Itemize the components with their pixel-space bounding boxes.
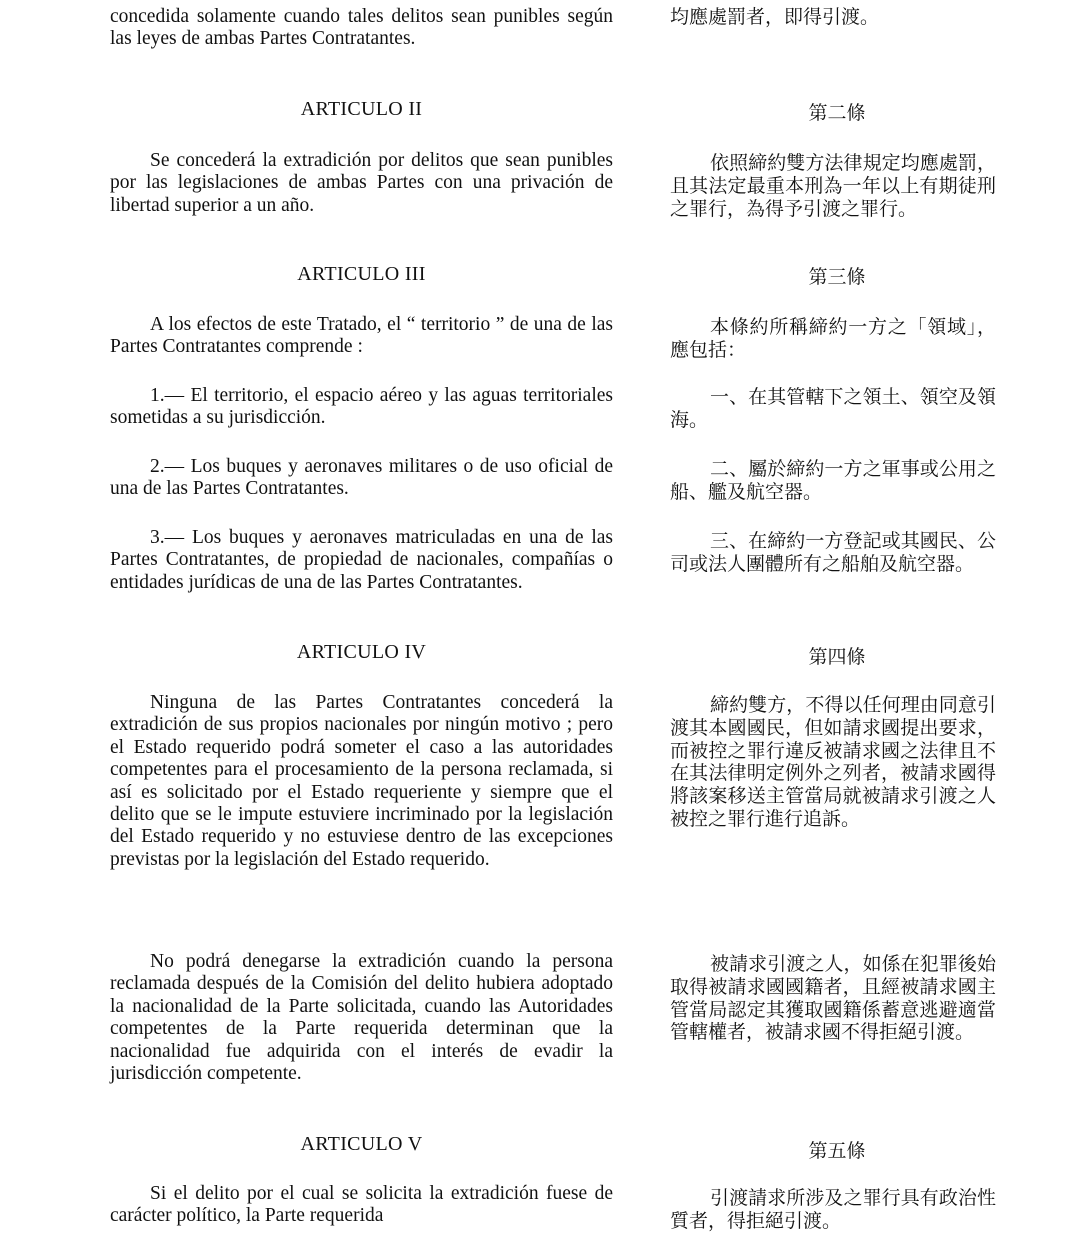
list-item: 一、在其管轄下之領土、領空及領海。 [670,386,996,431]
spanish-intro-paragraph [110,6,613,51]
paragraph-text: Si el delito por el cual se solicita la extradición fuese de carácter político, la Parte requerida [110,1183,613,1227]
paragraph-text: 均應處罰者，即得引渡。 [670,6,880,28]
spanish-article-3-item-1 [110,385,613,430]
chinese-heading-article-3 [670,266,996,289]
paragraph-text: Se concederá la extradición por delitos que sean punibles por las legislaciones de ambas Partes con una privación de libertad superior a un año. [110,150,613,216]
article-heading: 第四條 [808,646,866,668]
chinese-article-3-item-2 [670,458,996,504]
chinese-heading-article-5 [670,1140,996,1163]
article-heading: 第五條 [808,1140,866,1162]
article-heading: ARTICULO III [297,263,426,285]
spanish-heading-article-3 [110,263,613,285]
chinese-article-3-item-3 [670,530,996,576]
article-heading: ARTICULO V [300,1133,423,1155]
chinese-article-5-paragraph [670,1187,996,1233]
chinese-article-2-paragraph [670,152,996,220]
list-item: 2.— Los buques y aeronaves militares o de uso oficial de una de las Partes Contratantes. [110,456,613,500]
spanish-article-2-paragraph [110,150,613,217]
chinese-heading-article-2 [670,102,996,125]
list-item: 3.— Los buques y aeronaves matriculadas en una de las Partes Contratantes, de propiedad de nacionales, compañías o entidades jurídicas de una de las Partes Contratantes. [110,527,613,593]
article-heading: ARTICULO IV [296,641,427,663]
chinese-intro-paragraph [670,6,996,29]
spanish-article-3-item-2 [110,456,613,501]
chinese-heading-article-4 [670,646,996,669]
spanish-article-5-paragraph [110,1183,613,1228]
chinese-article-3-intro [670,316,996,362]
article-heading: 第三條 [808,266,866,288]
paragraph-text: Ninguna de las Partes Contratantes concederá la extradición de sus propios nacionales por ningún motivo ; pero el Estado requerido podrá someter el caso a las autoridades competentes para el procesamiento de la persona reclamada, si así es solicitado por el Estado requeriente y siempre que el delito que se le impute estuviere incriminado por la legislación del Estado requerido y no estuviese dentro de las excepciones previstas por la legislación del Estado requerido. [110,692,613,870]
article-heading: ARTICULO II [300,98,423,120]
spanish-heading-article-5 [110,1133,613,1155]
paragraph-text: 被請求引渡之人，如係在犯罪後始取得被請求國國籍者，且經被請求國主管當局認定其獲取國籍係蓄意逃避適當管轄權者，被請求國不得拒絕引渡。 [670,953,996,1044]
spanish-article-3-item-3 [110,527,613,594]
paragraph-text: 引渡請求所涉及之罪行具有政治性質者，得拒絕引渡。 [670,1187,996,1232]
paragraph-text: A los efectos de este Tratado, el “ territorio ” de una de las Partes Contratantes comprende : [110,314,613,358]
list-item: 1.— El territorio, el espacio aéreo y las aguas territoriales sometidas a su jurisdicción. [110,385,613,429]
article-heading: 第二條 [808,102,866,124]
paragraph-text: 依照締約雙方法律規定均應處罰，且其法定最重本刑為一年以上有期徒刑之罪行，為得予引渡之罪行。 [670,152,996,220]
spanish-heading-article-4 [110,641,613,663]
spanish-heading-article-2 [110,98,613,120]
chinese-article-3-item-1 [670,386,996,432]
chinese-article-4-paragraph-2 [670,953,996,1044]
list-item: 三、在締約一方登記或其國民、公司或法人團體所有之船舶及航空器。 [670,530,996,575]
spanish-article-3-intro [110,314,613,359]
chinese-article-4-paragraph-1 [670,694,996,831]
spanish-article-4-paragraph-2 [110,951,613,1085]
spanish-article-4-paragraph-1 [110,692,613,871]
paragraph-text: No podrá denegarse la extradición cuando la persona reclamada después de la Comisión del delito hubiera adoptado la nacionalidad de la Parte solicitada, cuando las Autoridades competentes de la Parte requerida determinan que la nacionalidad fue adquirida con el interés de evadir la jurisdicción competente. [110,951,613,1085]
list-item: 二、屬於締約一方之軍事或公用之船、艦及航空器。 [670,458,996,503]
paragraph-text: concedida solamente cuando tales delitos sean punibles según las leyes de ambas Partes Contratantes. [110,6,613,50]
paragraph-text: 締約雙方，不得以任何理由同意引渡其本國國民，但如請求國提出要求，而被控之罪行違反被請求國之法律且不在其法律明定例外之列者，被請求國得將該案移送主管當局就被請求引渡之人被控之罪行進行追訴。 [670,694,996,830]
paragraph-text: 本條約所稱締約一方之「領域」，應包括： [670,316,996,361]
